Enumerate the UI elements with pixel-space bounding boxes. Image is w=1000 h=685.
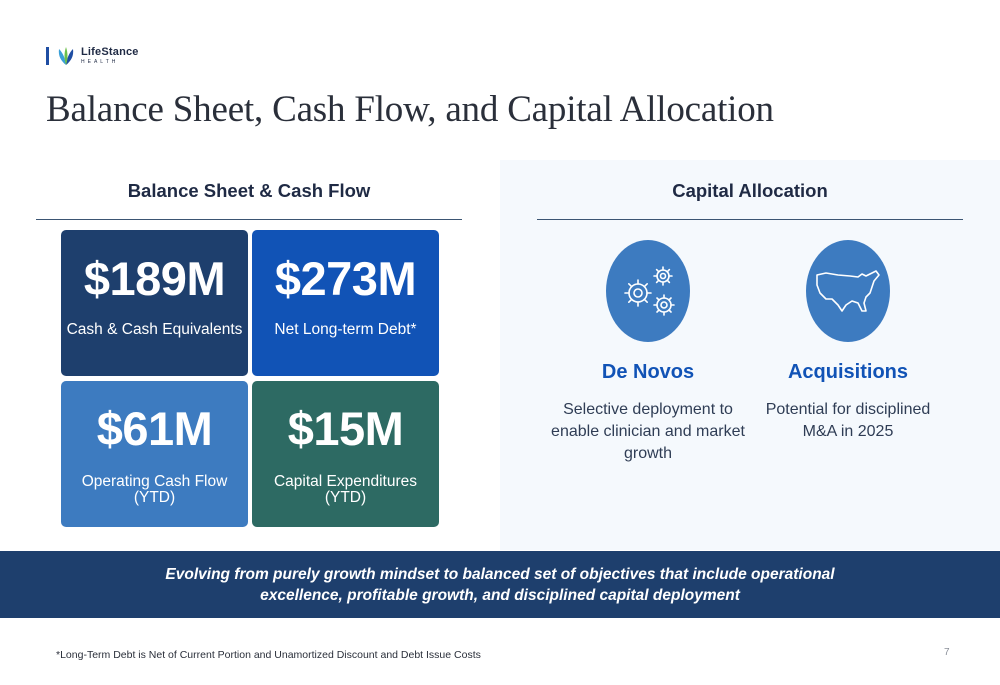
page-title: Balance Sheet, Cash Flow, and Capital Allocation <box>46 89 774 130</box>
de-novos-badge <box>606 240 690 342</box>
logo-accent-bar <box>46 47 49 65</box>
page-number: 7 <box>944 647 950 658</box>
strategy-banner <box>0 551 1000 618</box>
tile-value: $273M <box>274 252 417 305</box>
capex-tile <box>252 381 439 527</box>
gears-icon <box>614 257 682 325</box>
capital-allocation-heading: Capital Allocation <box>672 180 828 201</box>
logo-leaf-icon <box>55 45 77 67</box>
net-debt-tile <box>252 230 439 376</box>
capital-allocation-divider <box>537 219 963 220</box>
footnote: *Long-Term Debt is Net of Current Portion and Unamortized Discount and Debt Issue Costs <box>56 649 481 661</box>
de-novos-title: De Novos <box>601 361 695 383</box>
tile-label: Cash & Cash Equivalents <box>66 321 243 338</box>
balance-sheet-heading: Balance Sheet & Cash Flow <box>127 180 371 201</box>
banner-text: Evolving from purely growth mindset to balanced set of objectives that include operational excellence, profitable growth, and disciplined capital deployment <box>165 565 835 604</box>
tile-value: $15M <box>287 402 404 455</box>
logo-name: LifeStance <box>81 46 139 58</box>
company-logo <box>46 44 139 68</box>
balance-sheet-divider <box>36 219 462 220</box>
cash-tile <box>61 230 248 376</box>
tile-label: Net Long-term Debt* <box>274 321 417 338</box>
us-map-icon <box>814 267 882 315</box>
acquisitions-description: Potential for disciplined M&A in 2025 <box>765 401 931 440</box>
tile-value: $189M <box>83 252 226 305</box>
acquisitions-title: Acquisitions <box>787 361 908 383</box>
tile-label: Capital Expenditures (YTD) <box>273 473 418 506</box>
tile-value: $61M <box>96 402 213 455</box>
logo-subtitle: HEALTH <box>81 59 119 65</box>
tile-label: Operating Cash Flow (YTD) <box>81 473 228 506</box>
de-novos-description: Selective deployment to enable clinician and market growth <box>551 401 745 462</box>
acquisitions-badge <box>806 240 890 342</box>
operating-cash-flow-tile <box>61 381 248 527</box>
